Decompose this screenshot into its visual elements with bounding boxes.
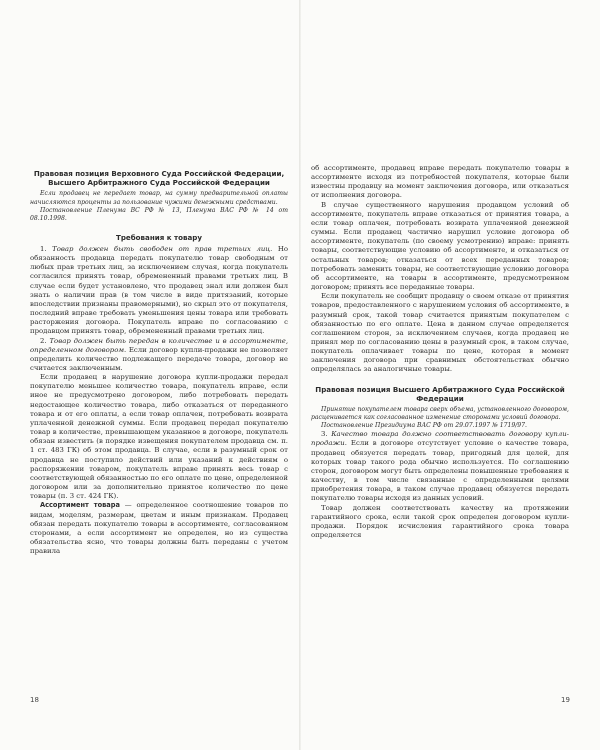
right-paragraph-5: Товар должен соответствовать качеству на протяжении гарантийного срока, если такой срок определен договором купли-продажи. Порядок исчисления гарантийного срока товара определяется: [311, 503, 569, 539]
term-definition: — определенное соотношение товаров по видам, моделям, размерам, цветам и иным признакам. Продавец обязан передать покупателю товары в ассортименте, согласованном сторонами, а если ассортимент не определен, но из существа обязательства ясно, что товары должны быть переданы с учетом правила: [30, 501, 288, 556]
p2-rest: Если договор купли-продажи не позволяет определить количество подлежащего передаче товара, договор не считается заключенным.: [30, 345, 288, 373]
right-page: [311, 164, 569, 540]
p4-rest: Если в договоре отсутствует условие о качестве товара, продавец обязуется передать товар, пригодный для целей, для которых товар такого рода обычно используется. По соглашению сторон, договором могут быть определены повышенные требования к качеству, в том числе связанные с определенными целями приобретения товара, в таком случае продавец обязуется передать покупателю товары исходя из данных условий.: [311, 439, 569, 503]
left-paragraph-4: [30, 501, 288, 556]
right-paragraph-2: В случае существенного нарушения продавцом условий об ассортименте, покупатель вправе отказаться от принятия товара, а если товар оплачен, потребовать возврата уплаченной денежной суммы. Если продавец частично нарушил условие договора об ассортименте, покупатель (по своему усмотрению) вправе: принять товары, соответствующие условию об ассортименте, и отказаться от остальных товаров; отказаться от всех переданных товаров; потребовать заменить товары, не соответствующие условию договора об ассортименте, на товары в ассортименте, предусмотренном договором; принять все переданные товары.: [311, 200, 569, 292]
left-page: [30, 165, 288, 556]
page-number-left: 18: [30, 696, 39, 704]
left-position-source: Постановление Пленума ВС РФ № 13, Пленума ВАС РФ № 14 от 08.10.1998.: [30, 206, 288, 222]
p4-lead: 3.: [321, 430, 332, 439]
p2-lead: 2.: [40, 336, 50, 345]
left-position-note: Если продавец не передает товар, на сумму предварительной оплаты начисляются проценты за пользование чужими денежными средствами.: [30, 190, 288, 206]
section-heading: Требования к товару: [116, 232, 202, 242]
right-paragraph-4: [311, 430, 569, 503]
right-paragraph-3: Если покупатель не сообщит продавцу о своем отказе от принятия товаров, предоставленного с нарушением условия об ассортименте, в разумный срок, такой товар считается принятым покупателем с обязанностью по его оплате. Цена в данном случае определяется соглашением сторон, за исключением случаев, когда продавец не принял мер по согласованию цены в разумный срок, в таком случае, покупатель оплачивает товары по цене, которая в момент заключения договора при сравнимых обстоятельствах обычно определялась за аналогичные товары.: [311, 292, 569, 374]
term-assortment: Ассортимент товара: [40, 501, 120, 510]
right-paragraph-1: об ассортименте, продавец вправе передать покупателю товары в ассортименте исходя из потребностей покупателя, которые были известны продавцу на момент заключения договора, или отказаться от исполнения договора.: [311, 164, 569, 200]
left-paragraph-1: [30, 245, 288, 337]
left-paragraph-2: [30, 337, 288, 374]
p4-italic: Качество товара должно соответствовать договору купли-продажи.: [311, 430, 569, 448]
p1-lead: 1.: [40, 244, 53, 253]
p1-rest: Но обязанность продавца передать покупателю товар свободным от любых прав третьих лиц, за исключением случая, когда покупатель согласился принять товар, обремененный правами третьих лиц. В случае если будет установлено, что продавец знал или должен был знать о наличии прав (в том числе в виде притязаний, которые впоследствии признаны правомерными), но скрыл это от покупателя, последний вправе требовать уменьшения цены товара или требовать расторжения договора. Покупатель вправе по согласованию с продавцом принять товар, обремененный правами третьих лиц.: [30, 244, 288, 336]
page-number-right: 19: [561, 696, 570, 704]
gutter: [299, 0, 301, 750]
left-position-heading: Правовая позиция Верховного Суда Российской Федерации, Высшего Арбитражного Суда Российской Федерации: [33, 169, 285, 188]
right-position-source: Постановление Президиума ВАС РФ от 29.07.1997 № 1719/97.: [321, 422, 527, 430]
p1-italic: Товар должен быть свободен от прав третьих лиц.: [52, 244, 273, 253]
left-paragraph-3: Если продавец в нарушение договора купли-продажи передал покупателю меньшее количество товара, покупатель вправе, если иное не предусмотрено договором, либо потребовать передать недостающее количество товара, либо отказаться от переданного товара и от его оплаты, а если товар оплачен, потребовать возврата уплаченной денежной суммы. Если продавец передал покупателю товар в количестве, превышающем указанное в договоре, покупатель обязан известить (в порядке извещения покупателем продавца см. п. 1 ст. 483 ГК) об этом продавца. В случае, если в разумный срок от продавца не поступило действий или указаний к действиям о распоряжении товаром, покупатель вправе принять весь товар с соответствующей обязанностью по его оплате по цене, определенной договором или за дополнительно принятое количество по цене товары (п. 3 ст. 424 ГК).: [30, 373, 288, 501]
right-position-heading: Правовая позиция Высшего Арбитражного Суда Российской Федерации: [315, 384, 565, 403]
p2-italic: Товар должен быть передан в количестве и в ассортименте, определенном договором.: [30, 336, 289, 354]
right-position-note: Принятие покупателем товара сверх объема, установленного договором, расценивается как согласованное изменение сторонами условий договора.: [311, 406, 569, 422]
